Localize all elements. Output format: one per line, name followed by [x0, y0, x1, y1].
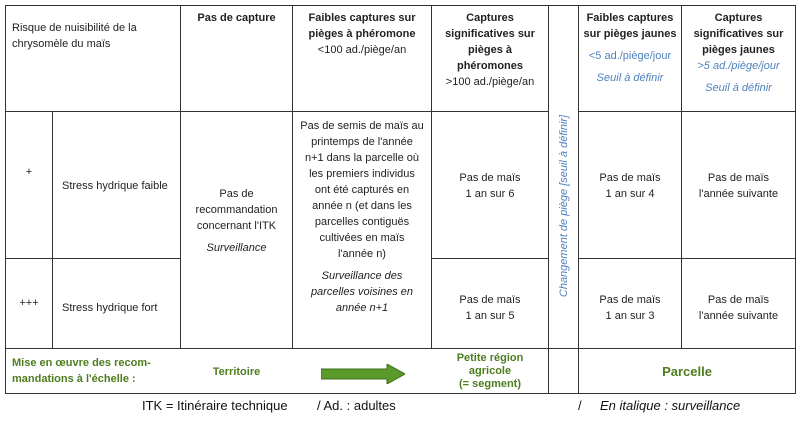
row-label: Stress hydrique fort [62, 302, 158, 314]
footer-itk: ITK = Itinéraire technique [142, 398, 288, 413]
header-note: Seuil à définir [596, 72, 664, 84]
header-pas-capture-label: Pas de capture [197, 12, 276, 24]
header-line: Captures [714, 12, 763, 24]
header-threshold: >5 ad./piège/jour [697, 60, 780, 72]
grid-line [5, 393, 795, 394]
cell-line: 1 an sur 6 [465, 188, 515, 200]
header-line: Faibles captures [586, 12, 674, 24]
faibles-surveillance-line: année n+1 [335, 302, 389, 314]
header-line: significatives sur [693, 28, 784, 40]
header-threshold: <5 ad./piège/jour [588, 50, 672, 62]
header-faibles-phero [293, 10, 431, 70]
grid-line [52, 111, 53, 348]
cell-line: Pas de maïs [459, 172, 521, 184]
itk-line: concernant l'ITK [196, 220, 277, 232]
territoire-cell [181, 362, 292, 382]
itk-surveillance: Surveillance [206, 242, 267, 254]
territoire-label: Territoire [212, 366, 261, 378]
header-line: Faibles captures sur [308, 12, 416, 24]
grid-line [578, 258, 795, 259]
header-risk-line: Risque de nuisibilité de la [12, 22, 137, 34]
cell-line: 1 an sur 4 [605, 188, 655, 200]
grid-line [795, 5, 796, 394]
faibles-line: n+1 dans la parcelle où [304, 152, 420, 164]
row-fort-symbol [6, 293, 52, 313]
header-risk-cell [12, 20, 177, 60]
header-sig-jaunes [682, 10, 795, 110]
faibles-phero-cell [293, 118, 431, 346]
petite-region-line: agricole [468, 364, 512, 377]
faibles-line: cultivées en maïs [319, 232, 405, 244]
header-sig-phero [432, 10, 548, 100]
itk-line: Pas de [219, 188, 254, 200]
grid-line [578, 111, 795, 112]
parcelle-label: Parcelle [662, 364, 712, 379]
scale-label-line: mandations à l'échelle : [12, 373, 136, 385]
cell-line: Pas de maïs [599, 172, 661, 184]
footer-adultes: / Ad. : adultes [317, 398, 396, 413]
grid-line [5, 111, 548, 112]
header-risk-line: chrysomèle du maïs [12, 38, 111, 50]
row-label: Stress hydrique faible [62, 180, 168, 192]
row-symbol: +++ [19, 297, 39, 309]
sig-phero-faible-cell [432, 168, 548, 204]
vertical-label-cell [549, 6, 578, 348]
header-line: pièges à phéromone [308, 28, 416, 40]
cell-line: Pas de maïs [459, 294, 521, 306]
footer-italic-note: En italique : surveillance [600, 398, 741, 413]
parcelle-cell [579, 362, 795, 382]
grid-line [5, 5, 6, 394]
header-pas-capture [181, 10, 292, 30]
itk-line: recommandation [195, 204, 278, 216]
faibles-line: Pas de semis de maïs au [300, 120, 424, 132]
grid-line [5, 258, 180, 259]
header-threshold: <100 ad./piège/an [317, 44, 407, 56]
faibles-jaunes-faible-cell [579, 168, 681, 204]
grid-line [5, 348, 795, 349]
row-faible-label [62, 176, 180, 196]
header-line: phéromones [456, 60, 523, 72]
cell-line: Pas de maïs [707, 294, 770, 306]
faibles-surveillance-line: parcelles voisines en [310, 286, 414, 298]
faibles-line: l'année n) [338, 248, 386, 260]
arrow-right-icon [321, 364, 405, 384]
faibles-line: printemps de l'année [311, 136, 413, 148]
header-note: Seuil à définir [705, 82, 772, 94]
sig-jaunes-faible-cell [682, 168, 795, 204]
header-line: Captures [466, 12, 514, 24]
vertical-label: Changement de piège [seuil à définir] [557, 114, 570, 298]
sig-jaunes-fort-cell [682, 290, 795, 326]
grid-line [5, 5, 795, 6]
header-line: pièges jaunes [702, 44, 775, 56]
grid-line [431, 258, 548, 259]
row-symbol: + [25, 166, 33, 178]
scale-label-cell [12, 354, 180, 388]
cell-line: l'année suivante [698, 310, 779, 322]
faibles-line: les premiers individus [309, 168, 415, 180]
scale-label-line: Mise en œuvre des recom- [12, 357, 151, 369]
cell-line: l'année suivante [698, 188, 779, 200]
faibles-line: année n (et dans les [312, 200, 412, 212]
cell-line: Pas de maïs [599, 294, 661, 306]
petite-region-cell [432, 350, 548, 392]
faibles-surveillance-line: Surveillance des [321, 270, 403, 282]
faibles-line: parcelles contiguës [314, 216, 410, 228]
row-fort-label [62, 298, 180, 318]
grid-line [180, 5, 181, 348]
petite-region-line: (= segment) [458, 377, 522, 390]
cell-line: 1 an sur 5 [465, 310, 515, 322]
faibles-jaunes-fort-cell [579, 290, 681, 326]
header-line: pièges à [467, 44, 513, 56]
row-faible-symbol [6, 162, 52, 182]
faibles-line: ont été capturés en [314, 184, 410, 196]
header-line: sur pièges jaunes [583, 28, 677, 40]
petite-region-line: Petite région [456, 351, 524, 364]
cell-line: Pas de maïs [707, 172, 770, 184]
itk-cell [181, 186, 292, 276]
header-threshold: >100 ad./piège/an [445, 76, 535, 88]
sig-phero-fort-cell [432, 290, 548, 326]
header-line: significatives sur [445, 28, 535, 40]
footer-separator: / [578, 398, 582, 413]
cell-line: 1 an sur 3 [605, 310, 655, 322]
header-faibles-jaunes [579, 10, 681, 110]
